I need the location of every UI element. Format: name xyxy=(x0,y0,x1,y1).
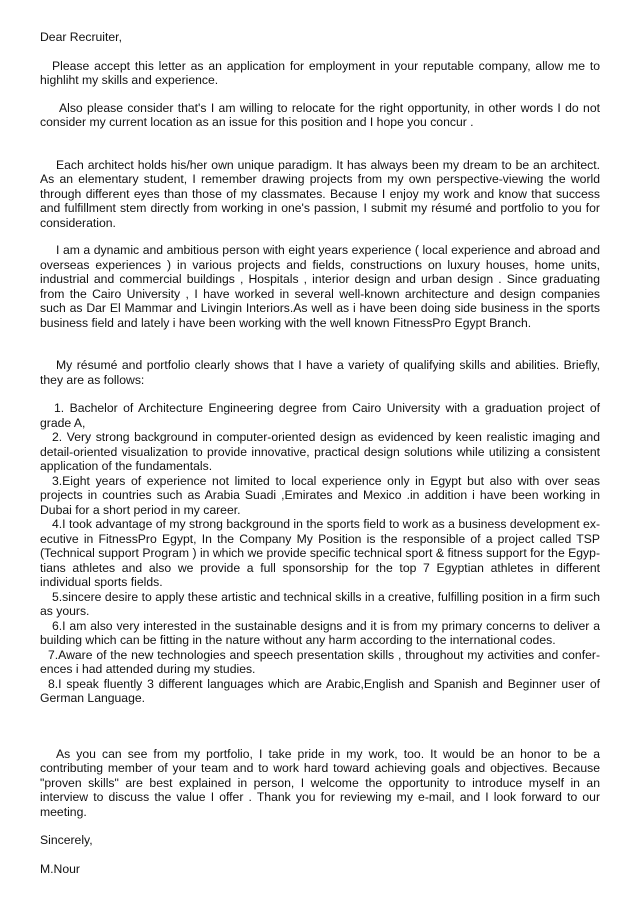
list-item: 4.I took advantage of my strong background in the sports field to work as a business development executive in FitnessPro Egypt, In the Company My Position is the responsible of a project called TSP (Technical support Program ) in which we provide specific technical sport & fitness support for the Egyptians athletes and also we provide a full sponsorship for the top 7 Egyptian athletes in different individual sports fields. xyxy=(40,517,600,589)
relocation-paragraph: Also please consider that's I am willing to relocate for the right opportunity, in other words I do not consider my current location as an issue for this position and I hope you concur . xyxy=(40,100,600,129)
experience-paragraph: I am a dynamic and ambitious person with eight years experience ( local experience and abroad and overseas experiences ) in various projects and fields, constructions on luxury houses, home units, industrial and commercial buildings , Hospitals , interior design and urban design . Since graduating from the Cairo University , I have worked in several well-known architecture and design companies such as Dar El Mammar and Livingin Interiors.As well as i have been doing side business in the sports business field and lately i have been working with the well known FitnessPro Egypt Branch. xyxy=(40,243,600,330)
sign-off: Sincerely, xyxy=(40,833,93,847)
list-item: 2. Very strong background in computer-oriented design as evidenced by keen realistic imaging and detail-oriented visualization to provide innovative, practical design solutions while utilizing a consistent application of the fundamentals. xyxy=(40,430,600,473)
list-item: 3.Eight years of experience not limited to local experience only in Egypt but also with over seas projects in countries such as Arabia Suadi ,Emirates and Mexico .in addition i have been working in Dubai for a short period in my career. xyxy=(40,473,600,517)
cover-letter xyxy=(40,30,600,876)
list-item: 5.sincere desire to apply these artistic and technical skills in a creative, fulfilling position in a firm such as yours. xyxy=(40,589,600,618)
qualifications-list xyxy=(40,401,600,706)
skills-intro-paragraph: My résumé and portfolio clearly shows that I have a variety of qualifying skills and abilities. Briefly, they are as follows: xyxy=(40,358,600,387)
list-item: 8.I speak fluently 3 different languages which are Arabic,English and Spanish and Beginner user of German Language. xyxy=(40,676,600,705)
intro-paragraph: Please accept this letter as an application for employment in your reputable company, allow me to highliht my skills and experience. xyxy=(40,58,600,87)
closing-paragraph: As you can see from my portfolio, I take pride in my work, too. It would be an honor to be a contributing member of your team and to work hard toward achieving goals and objectives. Because "proven skills" are best explained in person, I welcome the opportunity to introduce myself in an interview to discuss the value I offer . Thank you for reviewing my e-mail, and I look forward to our meeting. xyxy=(40,746,600,819)
list-item: 6.I am also very interested in the sustainable designs and it is from my primary concerns to deliver a building which can be fitting in the nature without any harm according to the international codes. xyxy=(40,618,600,647)
signature: M.Nour xyxy=(40,861,80,876)
list-item: 7.Aware of the new technologies and speech presentation skills , throughout my activities and conferences i had attended during my studies. xyxy=(40,647,600,676)
greeting: Dear Recruiter, xyxy=(40,30,122,44)
motivation-paragraph: Each architect holds his/her own unique paradigm. It has always been my dream to be an architect. As an elementary student, I remember drawing projects from my own perspective-viewing the world through different eyes than those of my classmates. Because I enjoy my work and know that success and fulfillment stem directly from working in one's passion, I submit my résumé and portfolio to you for consideration. xyxy=(40,157,600,230)
list-item: 1. Bachelor of Architecture Engineering degree from Cairo University with a graduation project of grade A, xyxy=(40,401,600,430)
